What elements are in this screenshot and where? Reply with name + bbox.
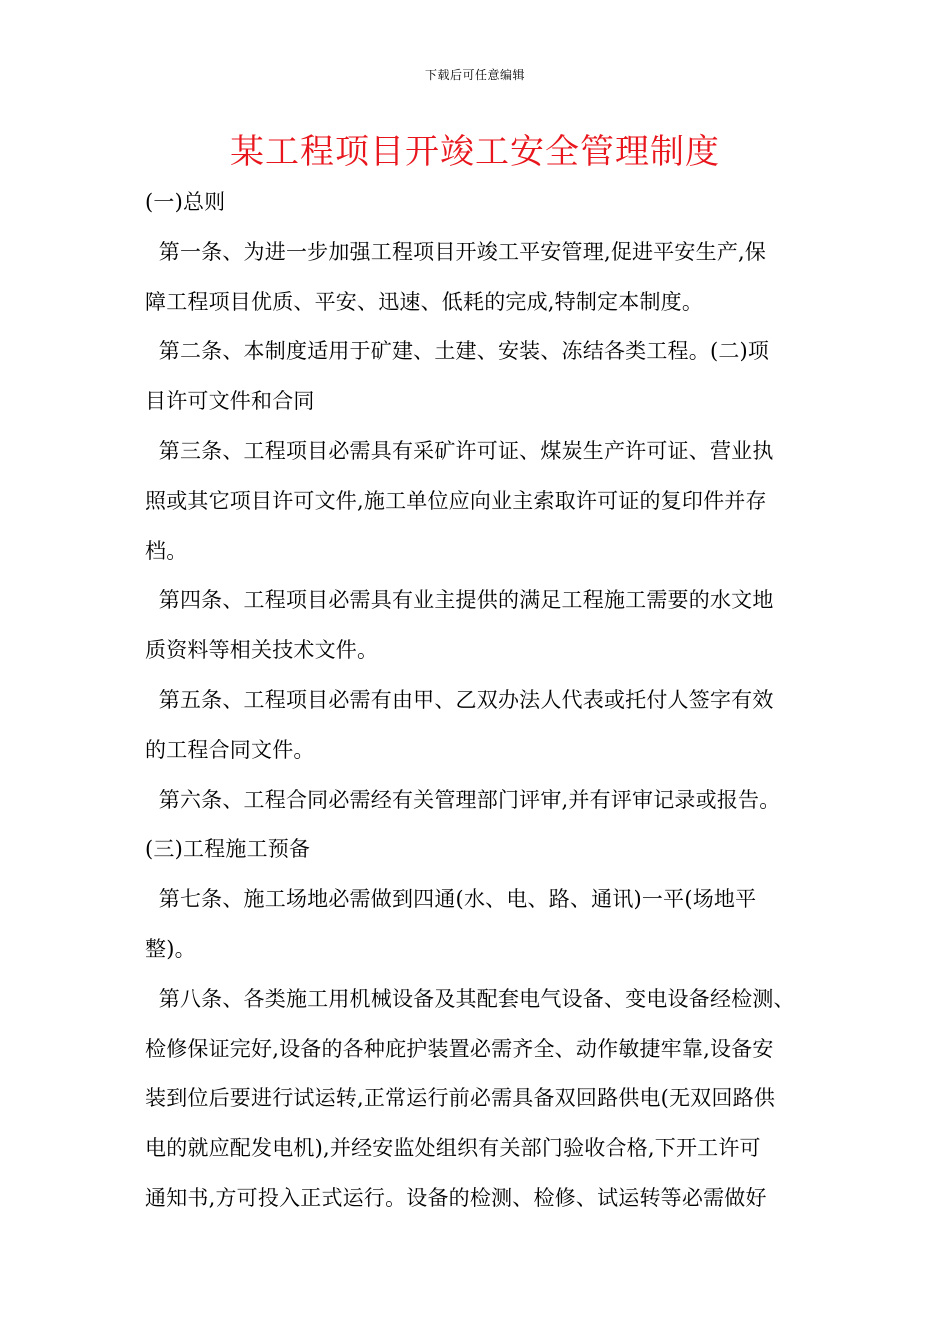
text-line: 质资料等相关技术文件。 [145,638,379,663]
text-line: (一)总则 [145,190,226,214]
document-title: 某工程项目开竣工安全管理制度 [230,132,720,172]
text-line: (三)工程施工预备 [145,837,311,862]
header-note: 下载后可任意编辑 [424,68,525,82]
text-line: 通知书,方可投入正式运行。设备的检测、检修、试运转等必需做好 [145,1185,767,1210]
text-line: 第二条、本制度适用于矿建、土建、安装、冻结各类工程。(二)项 [145,339,770,364]
text-line: 照或其它项目许可文件,施工单位应向业主索取许可证的复印件并存 [145,488,767,513]
text-line: 整)。 [145,936,196,961]
text-line: 第四条、工程项目必需具有业主提供的满足工程施工需要的水文地 [145,588,774,613]
document-body [145,178,810,1224]
text-line: 档。 [145,538,188,563]
text-line: 第三条、工程项目必需具有采矿许可证、煤炭生产许可证、营业执 [145,438,774,463]
text-line: 第六条、工程合同必需经有关管理部门评审,并有评审记录或报告。 [145,787,781,812]
text-line: 目许可文件和合同 [145,389,315,414]
text-line: 装到位后要进行试运转,正常运行前必需具备双回路供电(无双回路供 [145,1086,776,1111]
text-line: 障工程项目优质、平安、迅速、低耗的完成,特制定本制度。 [145,289,704,314]
text-line: 第一条、为进一步加强工程项目开竣工平安管理,促进平安生产,保 [145,239,767,264]
text-line: 第五条、工程项目必需有由甲、乙双办法人代表或托付人签字有效 [145,687,774,712]
text-line: 第七条、施工场地必需做到四通(水、电、路、通讯)一平(场地平 [145,887,757,912]
text-line: 第八条、各类施工用机械设备及其配套电气设备、变电设备经检测、 [145,986,795,1011]
text-line: 的工程合同文件。 [145,737,315,762]
text-line: 检修保证完好,设备的各种庇护装置必需齐全、动作敏捷牢靠,设备安 [145,1036,774,1061]
text-line: 电的就应配发电机),并经安监处组织有关部门验收合格,下开工许可 [145,1136,761,1161]
